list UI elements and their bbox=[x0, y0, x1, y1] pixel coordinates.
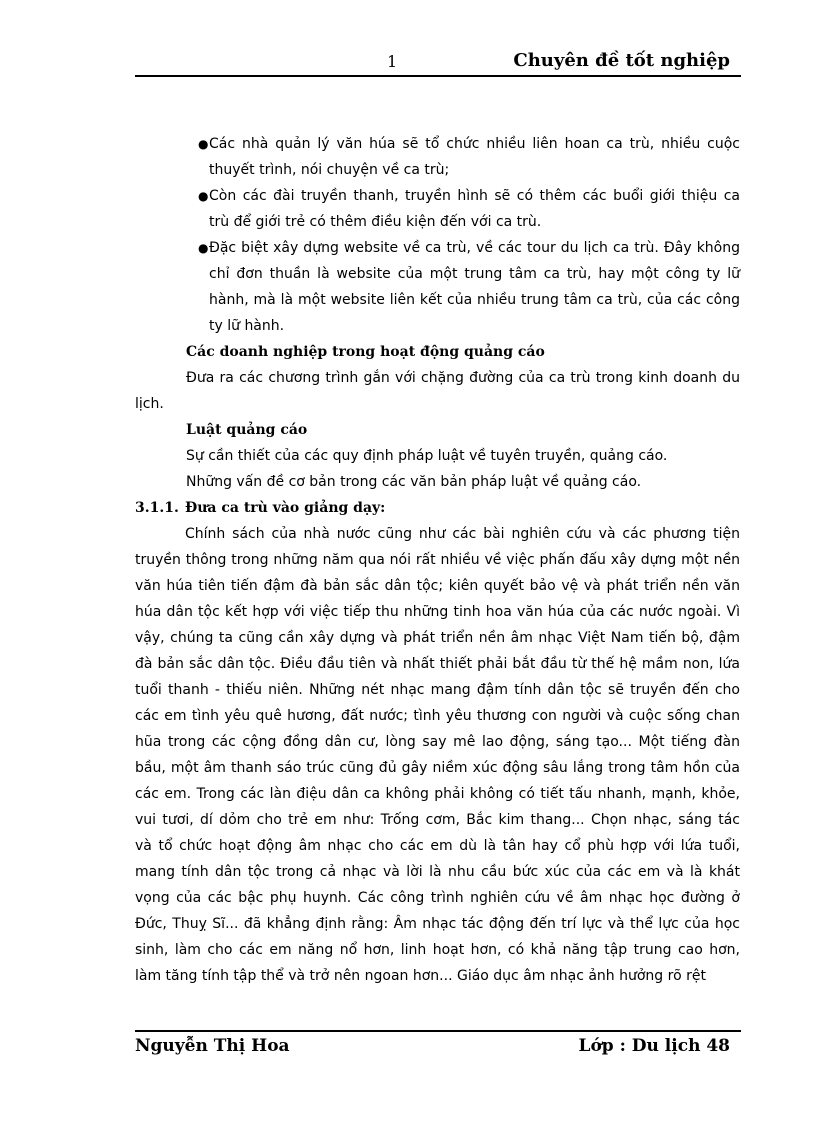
paragraph-line: đà bản sắc dân tộc. Điều đầu tiên và nhất thiết phải bắt đầu từ thế hệ mầm non, lứa bbox=[135, 656, 740, 672]
bullet-line: ● Còn các đài truyền thanh, truyền hình sẽ có thêm các buổi giới thiệu ca bbox=[135, 183, 740, 209]
page-number: 1 bbox=[387, 52, 398, 71]
paragraph-line: làm tăng tính tập thể và trở nên ngoan hơn... Giáo dục âm nhạc ảnh hưởng rõ rệt bbox=[135, 968, 706, 984]
page-footer bbox=[135, 1036, 730, 1062]
paragraph-line: húa dân tộc kết hợp với việc tiếp thu những tinh hoa văn húa của các nước ngoài. Vì bbox=[135, 604, 740, 620]
document-body bbox=[135, 131, 740, 989]
bullet-line: thuyết trình, nói chuyện về ca trù; bbox=[209, 162, 450, 178]
bullet-line: ty lữ hành. bbox=[209, 318, 285, 334]
paragraph-line: truyền thông trong những năm qua nói rất nhiều về việc phấn đấu xây dựng một nền bbox=[135, 552, 740, 568]
paragraph-line: hũa trong các cộng đồng dân cư, lòng say mê lao động, sáng tạo... Một tiếng đàn bbox=[135, 734, 740, 750]
bullet-icon: ● bbox=[198, 241, 209, 255]
paragraph-line: Đức, Thuỵ Sĩ... đã khẳng định rằng: Âm nhạc tác động đến trí lực và thể lực của học bbox=[135, 916, 740, 932]
section-number: 3.1.1. bbox=[135, 500, 179, 516]
header-title: Chuyên đề tốt nghiệp bbox=[513, 50, 730, 71]
paragraph-line: tuổi thanh - thiếu niên. Những nét nhạc mang đậm tính dân tộc sẽ truyền đến cho bbox=[135, 682, 740, 698]
bullet-line: chỉ đơn thuần là website của một trung tâm ca trù, hay một công ty lữ bbox=[209, 266, 740, 282]
paragraph-line: và tổ chức hoạt động âm nhạc cho các em dù là tân hay cổ phù hợp với lứa tuổi, bbox=[135, 838, 740, 854]
paragraph-line: lịch. bbox=[135, 396, 164, 412]
bullet-line: hành, mà là một website liên kết của nhiều trung tâm ca trù, của các công bbox=[209, 292, 740, 308]
paragraph-line: mang tính dân tộc trong cả nhạc và lời là nhu cầu bức xúc của các em và là khát bbox=[135, 864, 740, 880]
footer-class: Lớp : Du lịch 48 bbox=[578, 1036, 730, 1056]
subheading-advertising: Các doanh nghiệp trong hoạt động quảng cáo bbox=[186, 344, 545, 360]
subheading-law: Luật quảng cáo bbox=[186, 422, 308, 438]
bullet-icon: ● bbox=[198, 137, 209, 151]
paragraph-line: vui tươi, dí dỏm cho trẻ em như: Trống cơm, Bắc kim thang... Chọn nhạc, sáng tác bbox=[135, 812, 740, 828]
header-divider bbox=[135, 75, 741, 77]
bullet-line: ● Đặc biệt xây dựng website về ca trù, về các tour du lịch ca trù. Đây không bbox=[135, 235, 740, 261]
section-heading bbox=[135, 495, 740, 521]
section-title: Đưa ca trù vào giảng dạy: bbox=[185, 500, 386, 516]
paragraph-line: Đưa ra các chương trình gắn với chặng đường của ca trù trong kinh doanh du bbox=[186, 370, 740, 386]
paragraph-line: vọng của các bậc phụ huynh. Các công trình nghiên cứu về âm nhạc học đường ở bbox=[135, 890, 740, 906]
paragraph-line: văn húa tiên tiến đậm đà bản sắc dân tộc; kiên quyết bảo vệ và phát triển nền văn bbox=[135, 578, 740, 594]
page-header bbox=[135, 50, 740, 72]
paragraph-line: các em tình yêu quê hương, đất nước; tình yêu thương con người và cuộc sống chan bbox=[135, 708, 740, 724]
paragraph-line: Chính sách của nhà nước cũng như các bài nghiên cứu và các phương tiện bbox=[185, 526, 740, 542]
footer-author: Nguyễn Thị Hoa bbox=[135, 1036, 290, 1056]
paragraph-line: sinh, làm cho các em năng nổ hơn, linh hoạt hơn, có khả năng tập trung cao hơn, bbox=[135, 942, 740, 958]
paragraph-line: bầu, một âm thanh sáo trúc cũng đủ gây niềm xúc động sâu lắng trong tâm hồn của bbox=[135, 760, 740, 776]
paragraph-line: Những vấn đề cơ bản trong các văn bản pháp luật về quảng cáo. bbox=[186, 474, 642, 490]
paragraph-line: vậy, chúng ta cũng cần xây dựng và phát triển nền âm nhạc Việt Nam tiến bộ, đậm bbox=[135, 630, 740, 646]
bullet-icon: ● bbox=[198, 189, 209, 203]
paragraph-line: các em. Trong các làn điệu dân ca không phải không có tiết tấu nhanh, mạnh, khỏe, bbox=[135, 786, 740, 802]
footer-divider bbox=[135, 1030, 741, 1032]
bullet-line: trù để giới trẻ có thêm điều kiện đến với ca trù. bbox=[209, 214, 542, 230]
paragraph-line: Sự cần thiết của các quy định pháp luật về tuyên truyền, quảng cáo. bbox=[186, 448, 668, 464]
bullet-line: ● Các nhà quản lý văn húa sẽ tổ chức nhiều liên hoan ca trù, nhiều cuộc bbox=[135, 131, 740, 157]
